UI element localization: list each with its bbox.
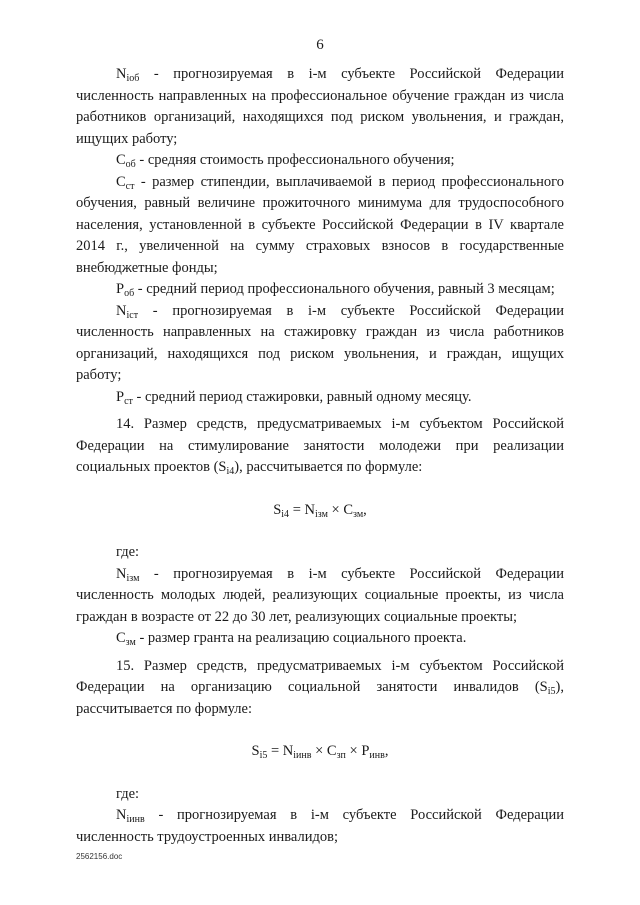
definition-paragraph <box>76 387 564 409</box>
definition-text: - размер гранта на реализацию социального проекта. <box>135 630 467 646</box>
where-label: где: <box>116 544 140 560</box>
definition-paragraph <box>76 628 564 650</box>
clause-15: 15. Размер средств, предусматриваемых i-м субъектом Российской Федерации на организацию социальной занятости инвалидов $(S_{i5})$, рассчитывается по формуле: <box>76 657 564 717</box>
definition-text: - размер стипендии, выплачиваемой в период профессионального обучения, равный величине прожиточного минимума для трудоспособного населения, установленной в субъекте Российской Федерации в IV квартале 2014 г., увеличенной на сумму страховых взносов в государственные внебюджетные фонды; <box>76 173 564 276</box>
variable-symbol: $N_{iст}$ <box>116 302 139 321</box>
definition-paragraph <box>76 279 564 301</box>
where-label: где: <box>116 785 140 802</box>
definition-text: - прогнозируемая в i-м субъекте Российской Федерации численность трудоустроенных инвалидов; <box>76 807 564 845</box>
clause-14: 14. Размер средств, предусматриваемых i-м субъектом Российской Федерации на стимулирование занятости молодежи при реализации социальных проектов $(S_{i4})$, рассчитывается по формуле: <box>76 416 564 477</box>
footer-filename: 2562156.doc <box>76 852 123 861</box>
document-body <box>76 64 564 848</box>
formula-15: $S_{i5} = N_{iинв} \times С_{зп} \times Р_{инв}$, <box>251 743 389 761</box>
variable-symbol: $N_{iзм}$ <box>116 565 140 584</box>
variable-symbol: $S_{i4}$ <box>218 459 235 477</box>
variable-symbol: $Р_{об}$ <box>116 281 135 299</box>
variable-symbol: $Р_{ст}$ <box>116 388 133 407</box>
page-number: 6 <box>316 37 324 53</box>
definition-text: - средний период стажировки, равный одному месяцу. <box>132 388 472 405</box>
variable-symbol: $С_{об}$ <box>116 152 136 170</box>
definition-text: - прогнозируемая в i-м субъекте Российской Федерации численность молодых людей, реализующих социальные проекты, из числа граждан в возрасте от 22 до 30 лет, реализующих социальные проекты; <box>76 565 564 625</box>
definition-text: - средняя стоимость профессионального обучения; <box>135 152 455 168</box>
definition-text: - прогнозируемая в i-м субъекте Российской Федерации численность направленных на стажировку граждан из числа работников организаций, находящихся под риском увольнения, и граждан, ищущих работу; <box>76 302 564 383</box>
definition-paragraph <box>76 64 564 150</box>
variable-symbol: $S_{i5}$ <box>539 679 556 697</box>
formula-14: $S_{i4} = N_{iзм} \times С_{зм}$, <box>273 501 367 520</box>
definition-paragraph <box>76 564 564 629</box>
variable-symbol: $С_{ст}$ <box>116 173 135 192</box>
definition-paragraph <box>76 301 564 387</box>
variable-symbol: $N_{iоб}$ <box>116 66 140 84</box>
definition-paragraph <box>76 805 564 848</box>
variable-symbol: $N_{iинв}$ <box>116 807 145 825</box>
definition-paragraph <box>76 172 564 280</box>
variable-symbol: $С_{зм}$ <box>116 630 136 648</box>
definition-text: - прогнозируемая в i-м субъекте Российской Федерации численность направленных на профессиональное обучение граждан из числа работников организаций, находящихся под риском увольнения, и граждан, ищущих работу; <box>76 66 564 147</box>
definition-text: - средний период профессионального обучения, равный 3 месяцам; <box>134 281 555 297</box>
definition-paragraph <box>76 150 564 172</box>
